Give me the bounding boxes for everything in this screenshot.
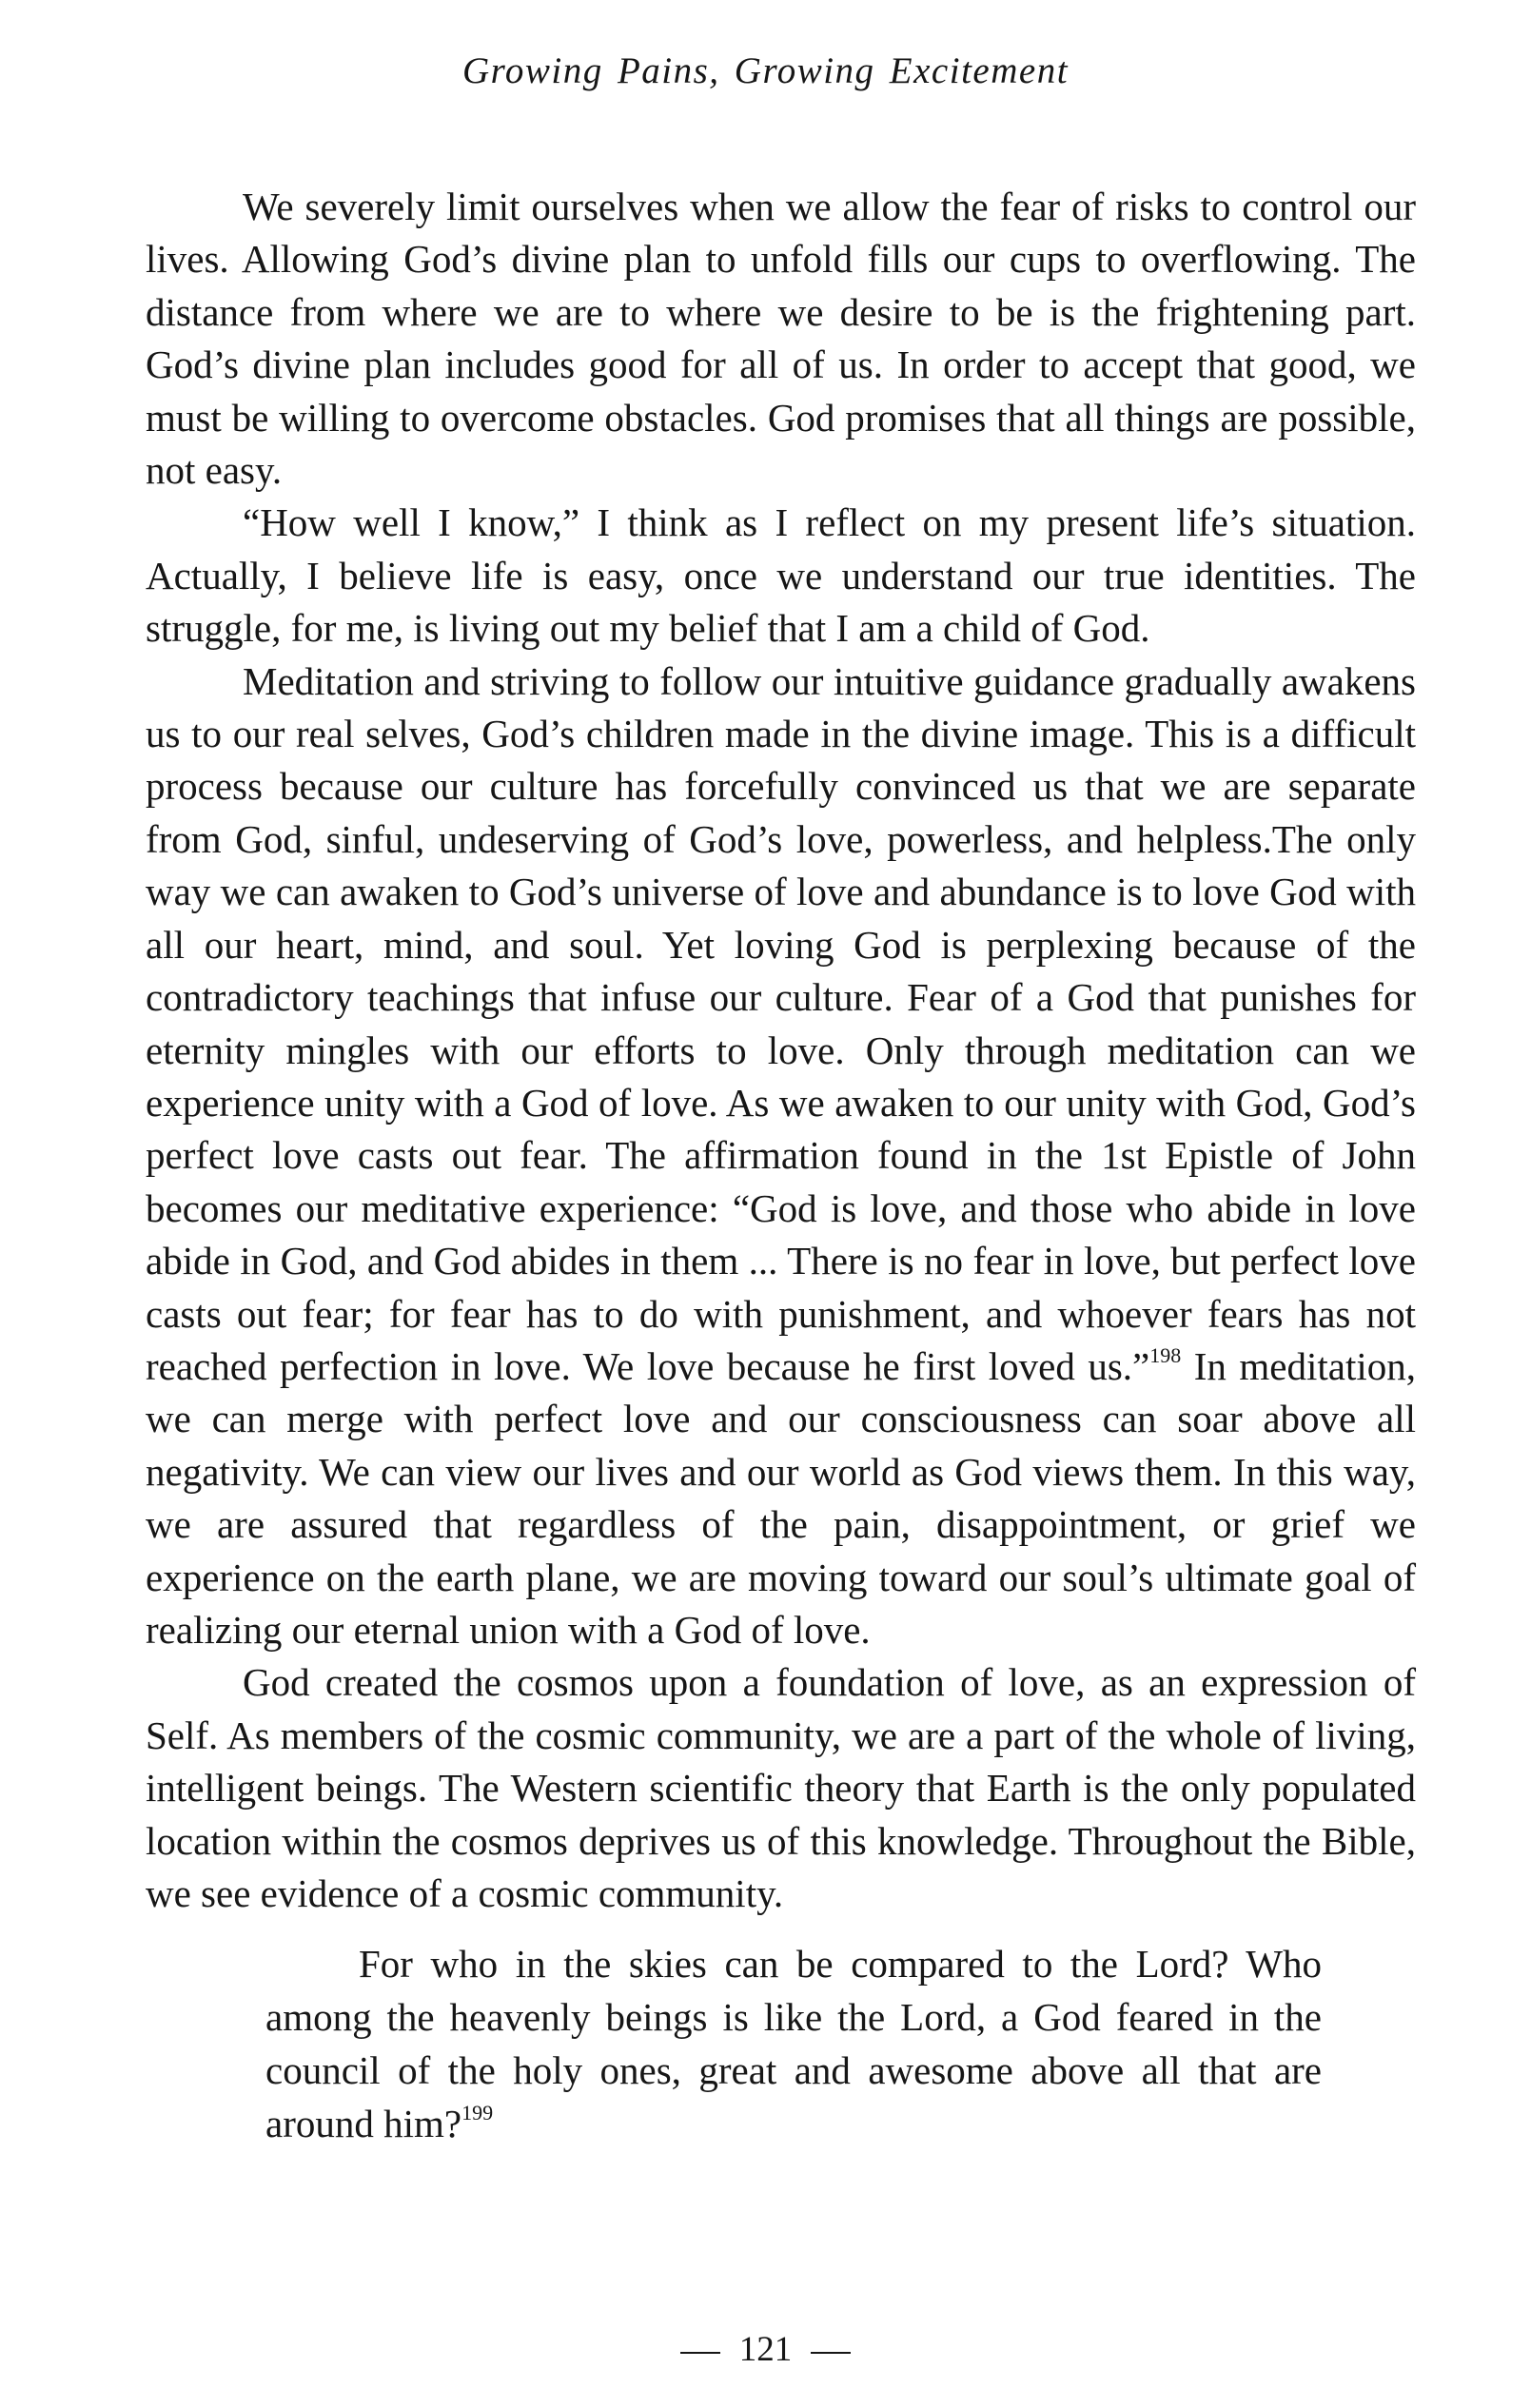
- footnote-marker-198: 198: [1149, 1342, 1182, 1367]
- paragraph-3: [146, 656, 1416, 1657]
- dash-right: [811, 2352, 851, 2354]
- dash-left: [680, 2352, 720, 2354]
- paragraph-3-text-before-note: Meditation and striving to follow our intuitive guidance gradually awakens us to our real selves, God’s children made in the divine image. This is a difficult process because our culture has forcefully convinced us that we are separate from God, sinful, undeserving of God’s love, powerless, and helpless.The only way we can awaken to God’s universe of love and abundance is to love God with all our heart, mind, and soul. Yet loving God is perplexing because of the contradictory teachings that infuse our culture. Fear of a God that punishes for eternity mingles with our efforts to love. Only through meditation can we experience unity with a God of love. As we awaken to our unity with God, God’s perfect love casts out fear. The affirmation found in the 1st Epistle of John becomes our meditative experience: “God is love, and those who abide in love abide in God, and God abides in them ... There is no fear in love, but perfect love casts out fear; for fear has to do with punishment, and whoever fears has not reached perfection in love. We love because he first loved us.”: [146, 658, 1416, 1388]
- body-text: [146, 181, 1416, 2150]
- block-quote-text: For who in the skies can be compared to the Lord? Who among the heavenly beings is like the Lord, a God feared in the council of the holy ones, great and awesome above all that are around him?: [265, 1942, 1322, 2146]
- paragraph-4: God created the cosmos upon a foundation of love, as an expression of Self. As members of the cosmic community, we are a part of the whole of living, intelligent beings. The Western scientific theory that Earth is the only populated location within the cosmos deprives us of this knowledge. Throughout the Bible, we see evidence of a cosmic community.: [146, 1660, 1416, 1915]
- page-number-footer: [0, 2329, 1531, 2370]
- page-number: 121: [738, 2330, 793, 2369]
- block-quote: [265, 1920, 1322, 2150]
- paragraph-2: “How well I know,” I think as I reflect on my present life’s situation. Actually, I believe life is easy, once we understand our true identities. The struggle, for me, is living out my belief that I am a child of God.: [146, 500, 1416, 651]
- paragraph-1: We severely limit ourselves when we allow the fear of risks to control our lives. Allowing God’s divine plan to unfold fills our cups to overflowing. The distance from where we are to where we desire to be is the frightening part. God’s divine plan includes good for all of us. In order to accept that good, we must be willing to overcome obstacles. God promises that all things are possible, not easy.: [146, 185, 1416, 493]
- footnote-marker-199: 199: [461, 2101, 494, 2125]
- paragraph-3-text-after-note: In meditation, we can merge with perfect love and our consciousness can soar above all negativity. We can view our lives and our world as God views them. In this way, we are assured that regardless of the pain, disappointment, or grief we experience on the earth plane, we are moving toward our soul’s ultimate goal of realizing our eternal union with a God of love.: [146, 1343, 1416, 1652]
- running-head: Growing Pains, Growing Excitement: [461, 50, 1070, 91]
